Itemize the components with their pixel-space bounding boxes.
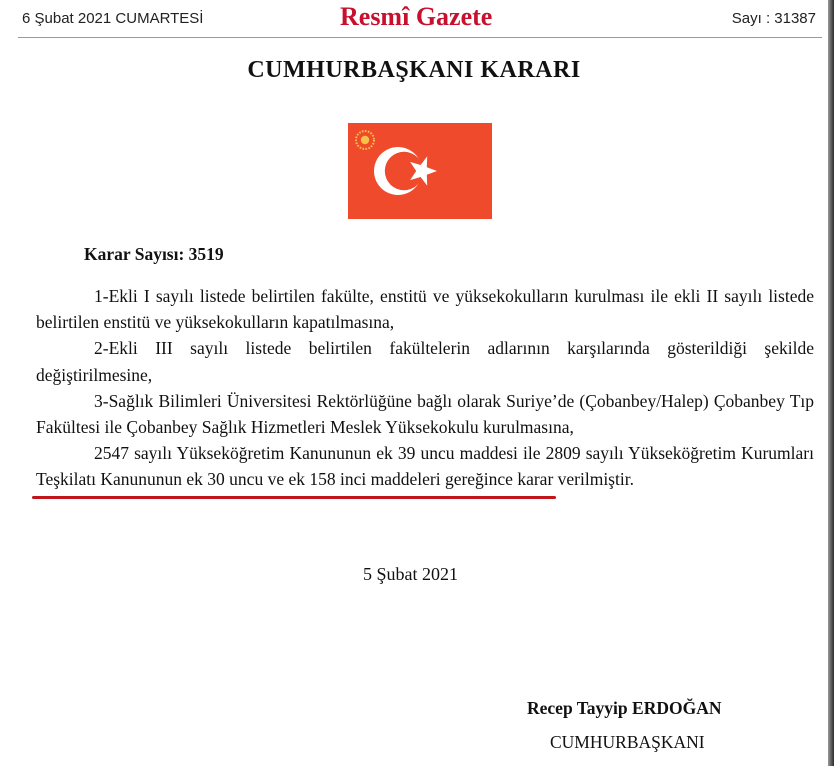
- article-paragraph: 1-Ekli I sayılı listede belirtilen fakülte, enstitü ve yüksekokulların kurulması ile ekli II sayılı listede belirtilen enstitü ve yüksekokulların kapatılmasına,: [36, 286, 814, 333]
- document-title: CUMHURBAŞKANI KARARI: [247, 57, 581, 83]
- issue-date: 6 Şubat 2021 CUMARTESİ: [22, 10, 204, 27]
- legal-basis-paragraph: 2547 sayılı Yükseköğretim Kanununun ek 39 uncu maddesi ile 2809 sayılı Yükseköğretim Kurumları Teşkilatı Kanununun ek 30 uncu ve ek 158 inci maddeleri gereğince karar verilmiştir.: [36, 443, 814, 490]
- publication-title: Resmî Gazete: [340, 2, 493, 31]
- highlight-underline: [32, 496, 556, 499]
- article-paragraph: 3-Sağlık Bilimleri Üniversitesi Rektörlüğüne bağlı olarak Suriye’de (Çobanbey/Halep) Çobanbey Tıp Fakültesi ile Çobanbey Sağlık Hizmetleri Meslek Yüksekokulu kurulmasına,: [36, 390, 814, 438]
- issue-number: Sayı : 31387: [731, 10, 816, 27]
- header-divider: [18, 37, 822, 38]
- page-edge-shadow: [828, 0, 834, 766]
- decision-number: Karar Sayısı: 3519: [84, 244, 224, 264]
- signer-name: Recep Tayyip ERDOĞAN: [527, 698, 722, 718]
- turkish-flag-icon: [348, 123, 492, 219]
- decision-body: [36, 283, 814, 493]
- decision-date: 5 Şubat 2021: [363, 564, 459, 584]
- signer-title: CUMHURBAŞKANI: [550, 732, 705, 752]
- article-paragraph: 2-Ekli III sayılı listede belirtilen fakültelerin adlarının karşılarında gösterildiği şekilde değiştirilmesine,: [36, 338, 814, 385]
